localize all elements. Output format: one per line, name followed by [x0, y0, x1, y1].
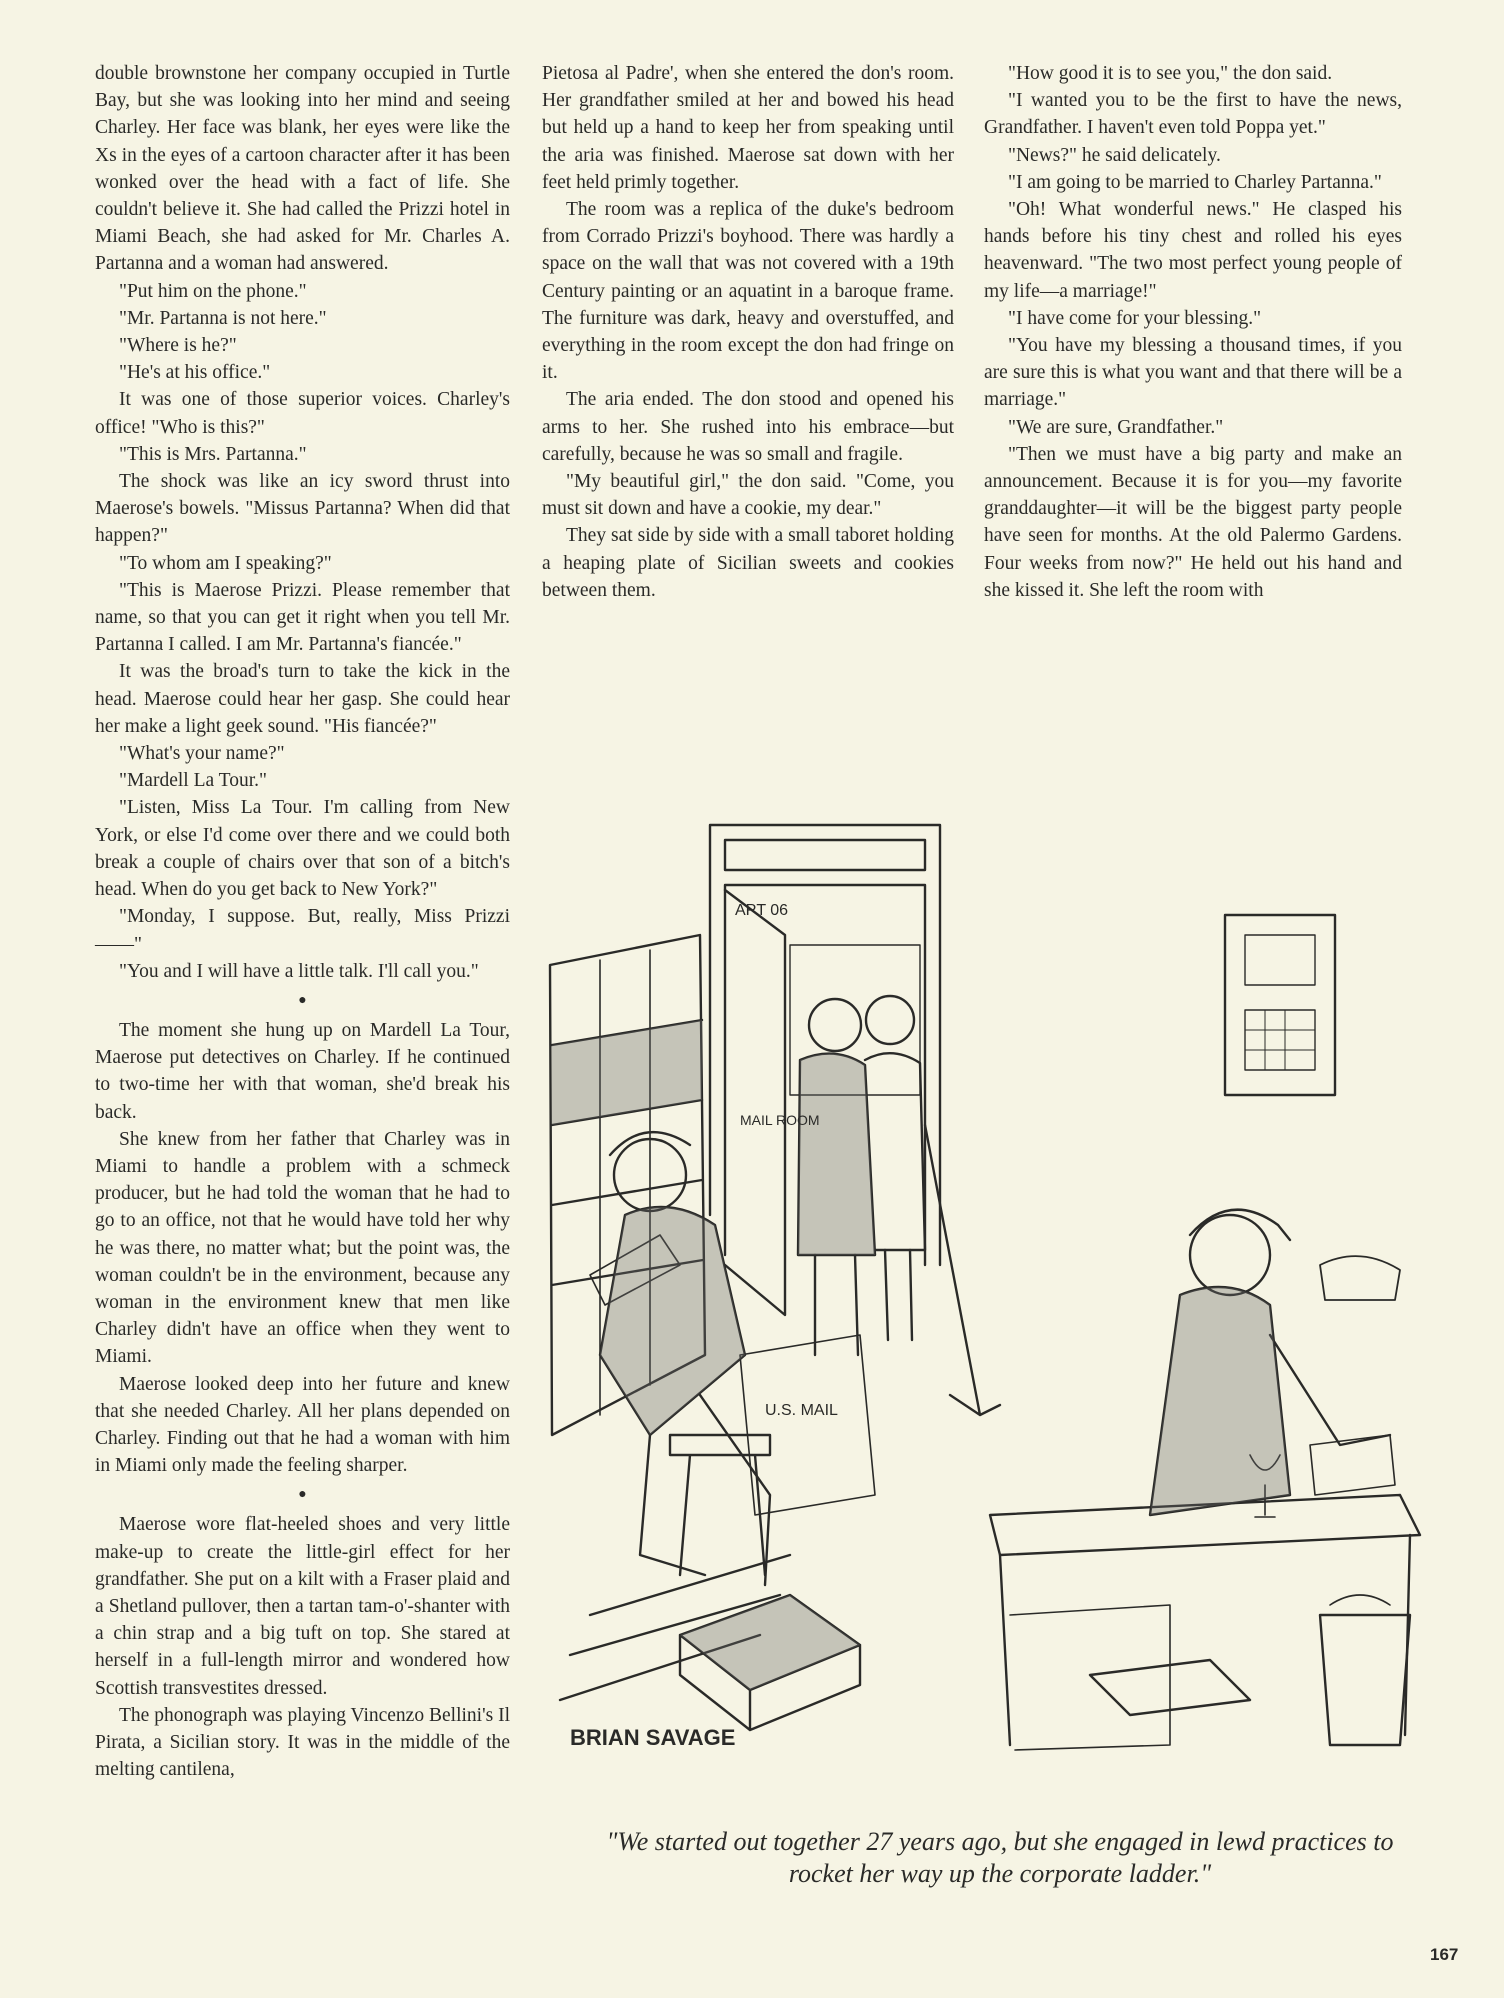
article-paragraph: Pietosa al Padre', when she entered the don's room. Her grandfather smiled at her and bowed his head but held up a hand to keep her from speaking until the aria was finished. Maerose sat down with her feet held primly together.	[542, 63, 954, 193]
article-paragraph: "How good it is to see you," the don said.	[1008, 63, 1333, 84]
article-paragraph: It was the broad's turn to take the kick in the head. Maerose could hear her gasp. She could hear her make a light geek sound. "His fiancée?"	[95, 661, 510, 737]
article-paragraph: "Oh! What wonderful news." He clasped his hands before his tiny chest and rolled his eyes heavenward. "The two most perfect young people of my life—a marriage!"	[984, 199, 1402, 302]
article-paragraph: "My beautiful girl," the don said. "Come, you must sit down and have a cookie, my dear."	[542, 471, 954, 520]
sign-mail-room: MAIL ROOM	[740, 1112, 820, 1128]
article-paragraph: "News?" he said delicately.	[1008, 144, 1221, 166]
article-paragraph: "To whom am I speaking?"	[119, 552, 332, 574]
mail-bag-label: U.S. MAIL	[765, 1402, 838, 1419]
article-paragraph: "Then we must have a big party and make an announcement. Because it is for you—my favorite granddaughter—it will be the biggest party people have seen for months. At the old Palermo Gardens. Four weeks from now?" He held out his hand and she kissed it. She left the room with	[984, 443, 1402, 601]
article-paragraph: She knew from her father that Charley was in Miami to handle a problem with a schmeck producer, but he had told the woman that he had to go to an office, not that he would have told her why he was there, no matter what; but the point was, the woman couldn't be in the environment, because any woman in the environment knew that men like Charley didn't have an office when they went to Miami.	[95, 1128, 510, 1368]
article-paragraph: double brownstone her company occupied in Turtle Bay, but she was looking into her mind and seeing Charley. Her face was blank, her eyes were like the Xs in the eyes of a cartoon character after it has been wonked over the head with a fact of life. She couldn't believe it. She had called the Prizzi hotel in Miami Beach, she had asked for Mr. Charles A. Partanna and a woman had answered.	[95, 63, 510, 275]
artist-signature: BRIAN SAVAGE	[570, 1725, 736, 1750]
article-paragraph: "He's at his office."	[119, 362, 271, 384]
article-paragraph: "I have come for your blessing."	[1008, 307, 1262, 329]
article-paragraph: Maerose looked deep into her future and knew that she needed Charley. All her plans depended on Charley. Finding out that he had a woman with him in Miami only made the feeling sharper.	[95, 1373, 510, 1477]
article-paragraph: "You have my blessing a thousand times, if you are sure this is what you want and that there will be a marriage."	[984, 335, 1402, 411]
article-paragraph: The shock was like an icy sword thrust into Maerose's bowels. "Missus Partanna? When did that happen?"	[95, 471, 510, 547]
page-number: 167	[1430, 1945, 1459, 1964]
article-column-middle	[542, 60, 954, 604]
article-column-left	[95, 60, 510, 1783]
cartoon-caption: "We started out together 27 years ago, but she engaged in lewd practices to rocket her way up the corporate ladder."	[606, 1827, 1394, 1888]
article-paragraph: "This is Mrs. Partanna."	[119, 443, 307, 465]
article-paragraph: "Where is he?"	[119, 335, 237, 357]
article-paragraph: "I am going to be married to Charley Partanna."	[1008, 171, 1382, 193]
article-paragraph: The room was a replica of the duke's bedroom from Corrado Prizzi's boyhood. There was hardly a space on the wall that was not covered with a 19th Century painting or an aquatint in a baroque frame. The furniture was dark, heavy and overstuffed, and everything in the room except the don had fringe on it.	[542, 199, 954, 384]
article-paragraph: The aria ended. The don stood and opened his arms to her. She rushed into his embrace—but carefully, because he was so small and fragile.	[542, 389, 954, 465]
article-paragraph: "I wanted you to be the first to have the news, Grandfather. I haven't even told Poppa yet."	[984, 90, 1402, 139]
article-paragraph: It was one of those superior voices. Charley's office! "Who is this?"	[95, 389, 510, 438]
article-paragraph: "Monday, I suppose. But, really, Miss Prizzi——"	[95, 906, 510, 955]
sign-apt: APT 06	[735, 902, 789, 919]
section-separator: ●	[298, 992, 307, 1008]
article-paragraph: The moment she hung up on Mardell La Tour, Maerose put detectives on Charley. If he continued to two-time her with that woman, she'd break his back.	[95, 1019, 510, 1123]
article-paragraph: "You and I will have a little talk. I'll call you."	[119, 960, 479, 982]
article-paragraph: "What's your name?"	[119, 743, 285, 765]
article-paragraph: "We are sure, Grandfather."	[1008, 416, 1224, 438]
article-paragraph: Maerose wore flat-heeled shoes and very little make-up to create the little-girl effect for her grandfather. She put on a kilt with a Fraser plaid and a Shetland pullover, then a tartan tam-o'-shanter with a chin strap and a big tuft on top. She stared at herself in a full-length mirror and wondered how Scottish transvestites dressed.	[95, 1514, 510, 1699]
article-paragraph: The phonograph was playing Vincenzo Bellini's Il Pirata, a Sicilian story. It was in the middle of the melting cantilena,	[95, 1704, 510, 1781]
cartoon-illustration	[530, 795, 1430, 1800]
section-separator: ●	[298, 1487, 307, 1503]
article-paragraph: "Mr. Partanna is not here."	[119, 307, 327, 329]
article-paragraph: "Put him on the phone."	[119, 280, 307, 302]
article-column-right	[984, 60, 1402, 604]
article-paragraph: "Listen, Miss La Tour. I'm calling from New York, or else I'd come over there and we could both break a couple of chairs over that son of a bitch's head. When do you get back to New York?"	[95, 797, 510, 901]
article-paragraph: "Mardell La Tour."	[119, 770, 267, 792]
article-paragraph: "This is Maerose Prizzi. Please remember that name, so that you can get it right when you tell Mr. Partanna I called. I am Mr. Partanna's fiancée."	[95, 579, 510, 656]
article-paragraph: They sat side by side with a small taboret holding a heaping plate of Sicilian sweets and cookies between them.	[542, 525, 954, 601]
